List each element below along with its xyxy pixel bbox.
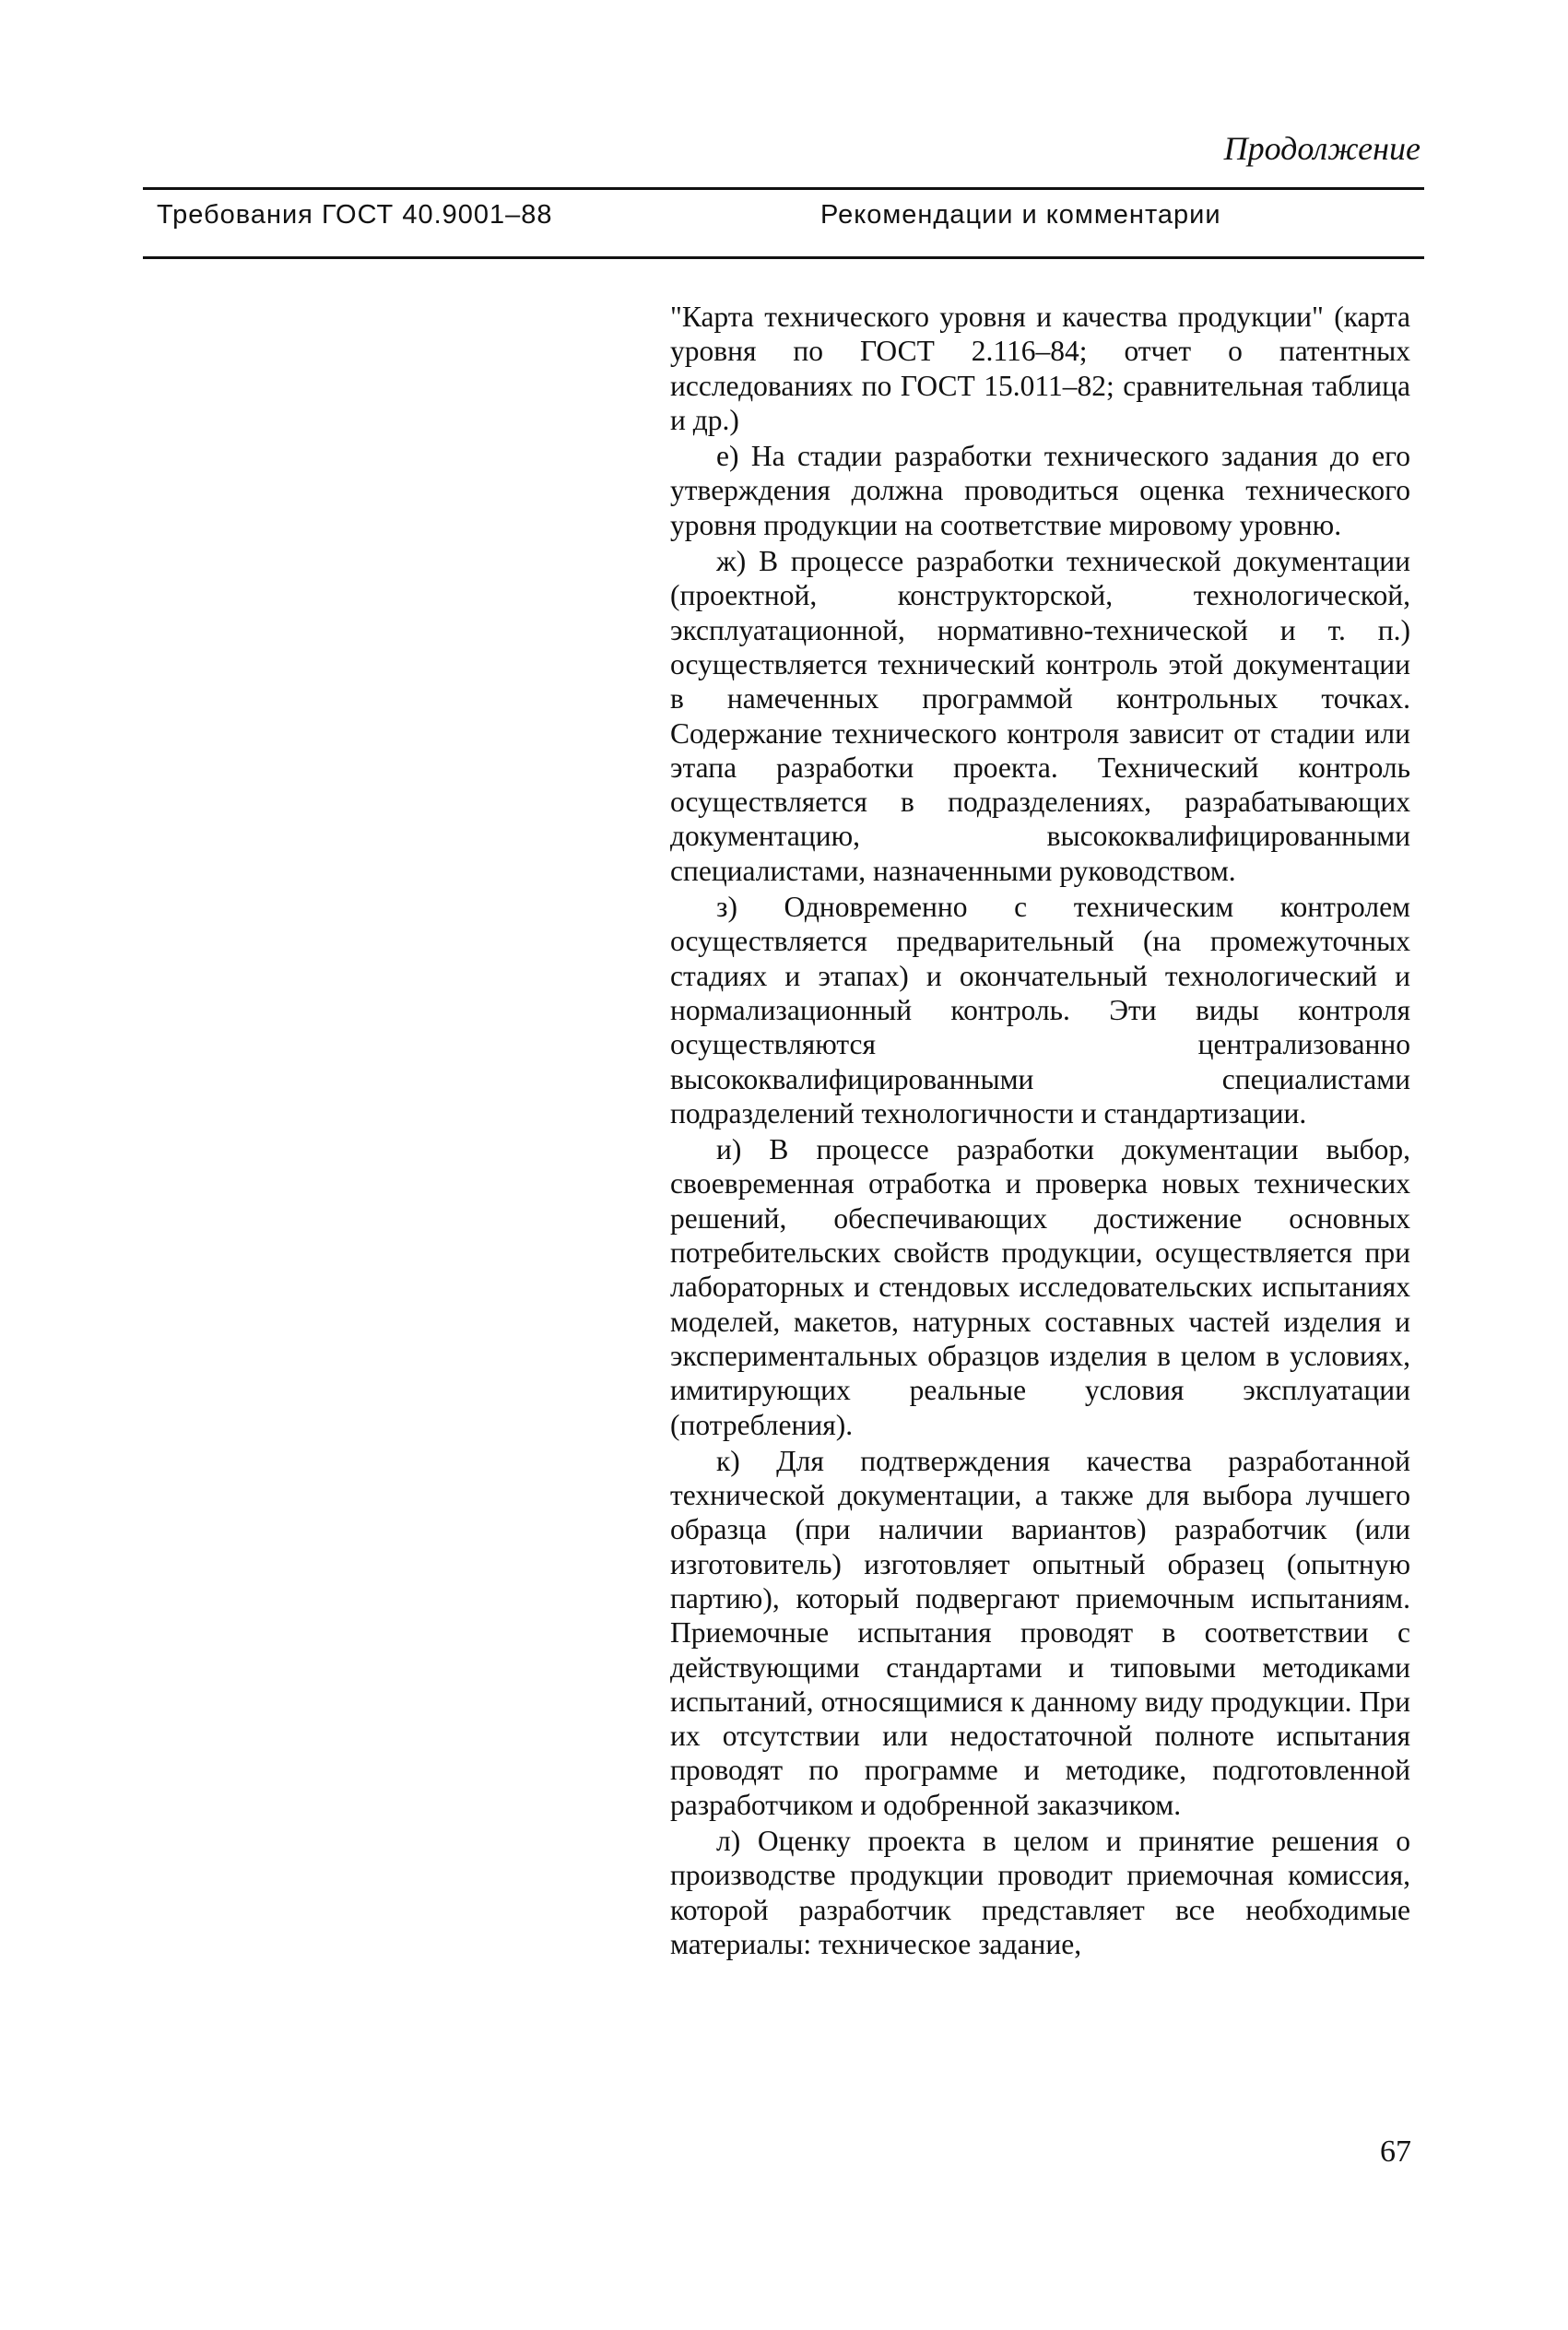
continuation-label: Продолжение — [1223, 130, 1421, 167]
column-header-requirements: Требования ГОСТ 40.9001–88 — [157, 200, 553, 230]
table-header-rule — [143, 256, 1424, 259]
paragraph-zh: ж) В процессе разработки технической документации (проектной, конструкторской, технологической, эксплуатационной, нормативно-технической и т. п.) осуществляется технический контроль этой документации в намеченных программой контрольных точках. Содержание технического контроля зависит от стадии или этапа разработки проекта. Технический контроль осуществляется в подразделениях, разрабатывающих документацию, высококвалифицированными специалистами, назначенными руководством. — [670, 545, 1410, 887]
paragraph-continuation: "Карта технического уровня и качества продукции" (карта уровня по ГОСТ 2.116–84; отчет о патентных исследованиях по ГОСТ 15.011–82; сравнительная таблица и др.) — [670, 301, 1410, 436]
paragraph-i: и) В процессе разработки документации выбор, своевременная отработка и проверка новых технических решений, обеспечивающих достижение основных потребительских свойств продукции, осуществляется при лабораторных и стендовых исследовательских испытаниях моделей, макетов, натурных составных частей изделия и экспериментальных образцов изделия в целом в условиях, имитирующих реальные условия эксплуатации (потребления). — [670, 1133, 1410, 1441]
paragraph-k: к) Для подтверждения качества разработанной технической документации, а также для выбора лучшего образца (при наличии вариантов) разработчик (или изготовитель) изготовляет опытный образец (опытную партию), который подвергают приемочным испытаниям. Приемочные испытания проводят в соответствии с действующими стандартами и типовыми методиками испытаний, относящимися к данному виду продукции. При их отсутствии или недостаточной полноте испытания проводят по программе и методике, подготовленной разработчиком и одобренной заказчиком. — [670, 1444, 1410, 1821]
table-top-rule — [143, 187, 1424, 190]
paragraph-e: е) На стадии разработки технического задания до его утверждения должна проводиться оценка технического уровня продукции на соответствие мировому уровню. — [670, 440, 1410, 541]
paragraph-z: з) Одновременно с техническим контролем осуществляется предварительный (на промежуточных стадиях и этапах) и окончательный технологический и нормализационный контроль. Эти виды контроля осуществляются централизованно высококвалифицированными специалистами подразделений технологичности и стандартизации. — [670, 891, 1410, 1130]
recommendations-column — [670, 300, 1410, 1963]
column-header-recommendations: Рекомендации и комментарии — [820, 200, 1221, 230]
page-number: 67 — [1380, 2135, 1411, 2169]
paragraph-l: л) Оценку проекта в целом и принятие решения о производстве продукции проводит приемочная комиссия, которой разработчик представляет все необходимые материалы: техническое задание, — [670, 1825, 1410, 1960]
